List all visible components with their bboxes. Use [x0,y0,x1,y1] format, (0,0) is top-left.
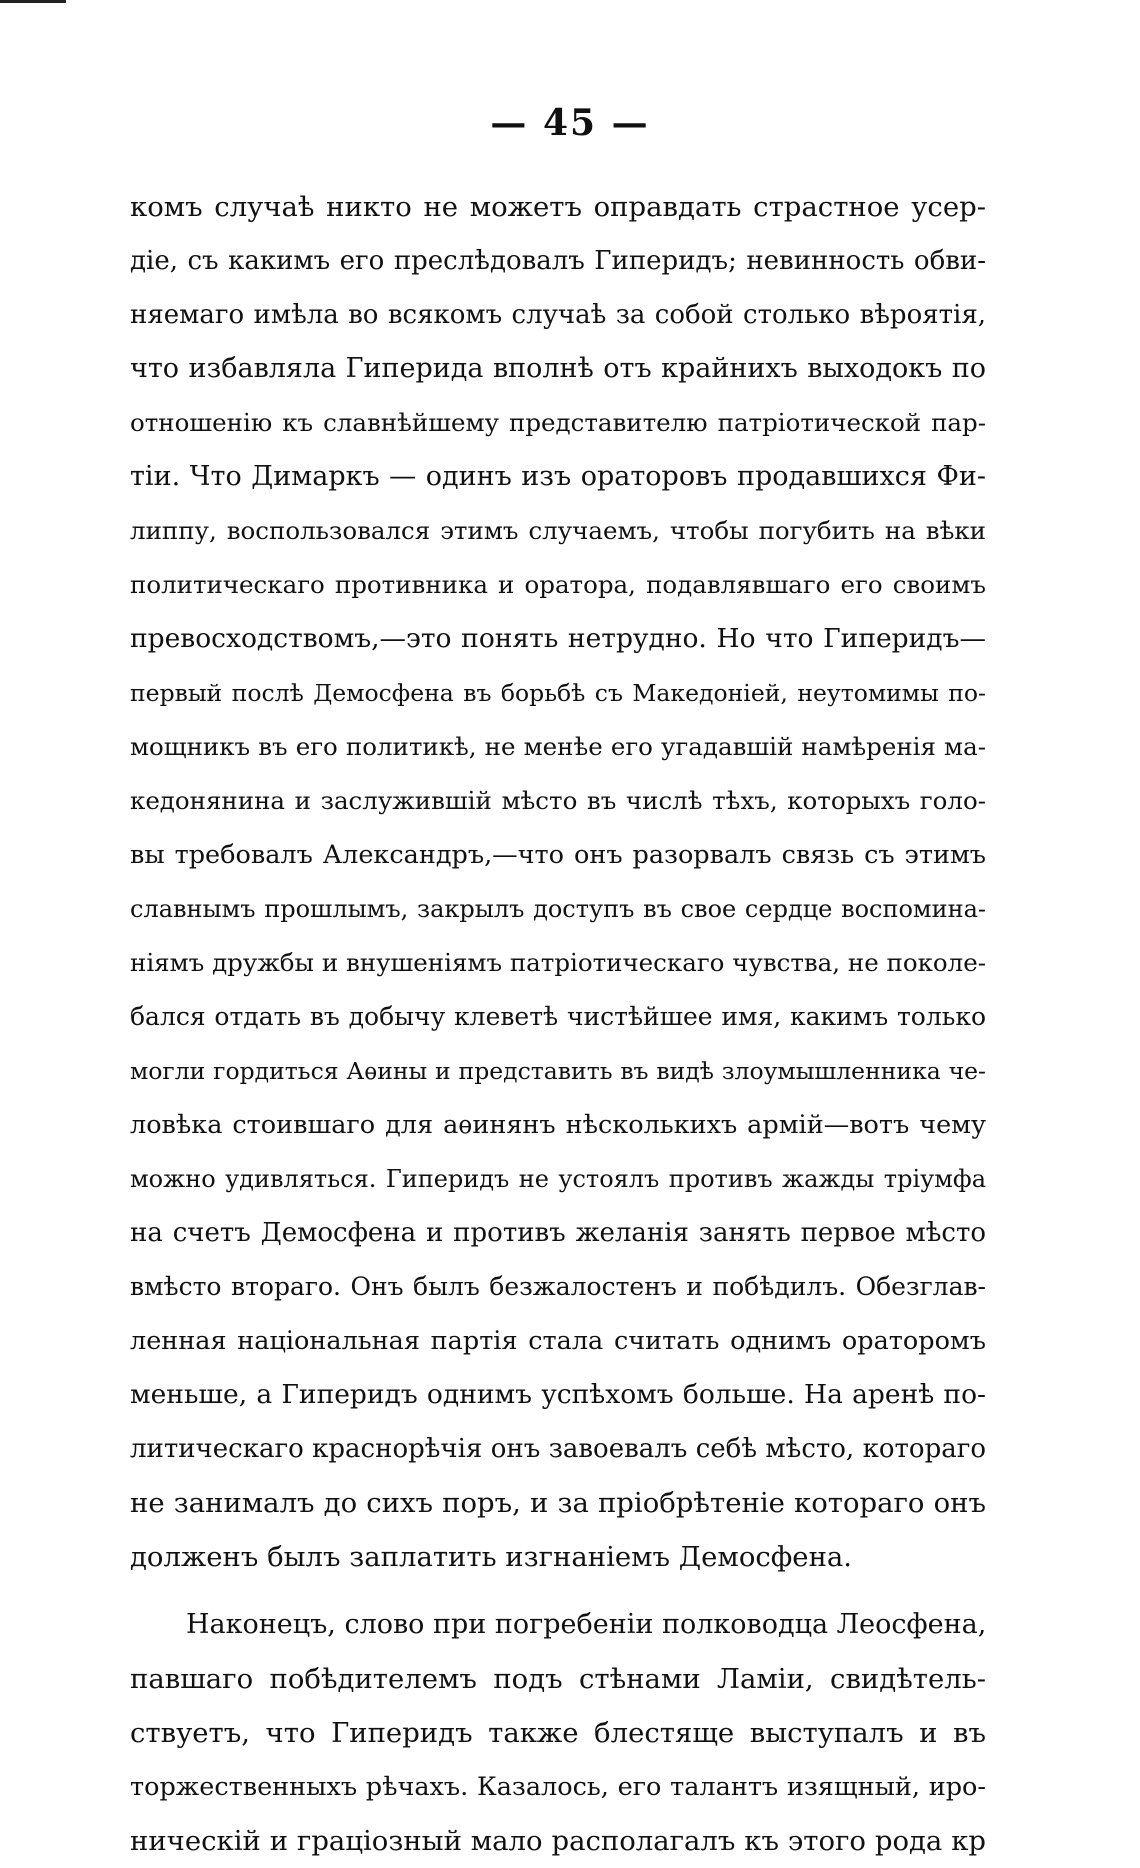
text-line: ленная національная партія стала считать однимъ ораторомъ [130,1326,986,1356]
text-line: тіи. Что Димаркъ — одинъ изъ ораторовъ продавшихся Фи- [130,461,986,492]
paragraph-gap [130,1584,986,1598]
text-line: няемаго имѣла во всякомъ случаѣ за собой столько вѣроятія, [130,300,986,330]
text-line: превосходствомъ,—это понять нетрудно. Но что Гиперидъ— [130,623,986,654]
text-line: первый послѣ Демосфена въ борьбѣ съ Македоніей, неутомимы по- [130,679,986,707]
text-line: долженъ былъ заплатить изгнаніемъ Демосфена. [130,1541,853,1573]
text-block [130,180,986,1868]
text-line: славнымъ прошлымъ, закрылъ доступъ въ свое сердце воспомина- [130,895,986,923]
text-line: что избавляла Гиперида вполнѣ отъ крайнихъ выходокъ по [130,353,986,384]
text-line: торжественныхъ рѣчахъ. Казалось, его талантъ изящный, иро- [130,1772,986,1802]
text-line: можно удивляться. Гиперидъ не устоялъ противъ жажды тріумфа [130,1165,986,1193]
text-line: Наконецъ, слово при погребеніи полководца Леосфена, [186,1609,987,1640]
text-line: липпу, воспользовался этимъ случаемъ, чтобы погубить на вѣки [130,516,986,545]
text-line: на счетъ Демосфена и противъ желанія занять первое мѣсто [130,1218,986,1248]
page-number: — 45 — [490,102,650,144]
text-line: ническій и граціозный мало располагалъ къ этого рода кр [130,1825,986,1857]
top-rule [0,0,66,3]
text-line: отношенію къ славнѣйшему представителю патріотической пар- [130,408,986,437]
text-line: ловѣка стоившаго для аѳинянъ нѣсколькихъ армій—вотъ чему [130,1110,986,1140]
text-line: кедонянина и заслужившій мѣсто въ числѣ тѣхъ, которыхъ голо- [130,786,986,815]
text-line: діе, съ какимъ его преслѣдовалъ Гиперидъ; невинность обви- [130,246,986,276]
text-line: вмѣсто втораго. Онъ былъ безжалостенъ и побѣдилъ. Обезглав- [130,1272,986,1301]
text-line: не занималъ до сихъ поръ, и за пріобрѣтеніе котораго онъ [130,1487,986,1519]
text-line: литическаго краснорѣчія онъ завоевалъ себѣ мѣсто, котораго [130,1434,986,1464]
paragraph-2 [130,1598,986,1868]
text-line: могли гордиться Аѳины и представить въ видѣ злоумышленника че- [130,1057,986,1085]
text-line: павшаго побѣдителемъ подъ стѣнами Ламіи, свидѣтель- [130,1663,986,1695]
text-line: вы требовалъ Александръ,—что онъ разорвалъ связь съ этимъ [130,840,986,870]
text-line: мощникъ въ его политикѣ, не менѣе его угадавшій намѣренія ма- [130,732,986,761]
text-line: бался отдать въ добычу клеветѣ чистѣйшее имя, какимъ только [130,1002,986,1031]
text-line: ніямъ дружбы и внушеніямъ патріотическаго чувства, не поколе- [130,948,986,977]
text-line: ствуетъ, что Гиперидъ также блестяще выступалъ и въ [130,1717,986,1749]
paragraph-1 [130,180,986,1584]
text-line: политическаго противника и оратора, подавлявшаго его своимъ [130,570,986,599]
text-line: комъ случаѣ никто не можетъ оправдать страстное усер- [130,191,986,223]
text-line: меньше, а Гиперидъ однимъ успѣхомъ больше. На аренѣ по- [130,1379,986,1410]
